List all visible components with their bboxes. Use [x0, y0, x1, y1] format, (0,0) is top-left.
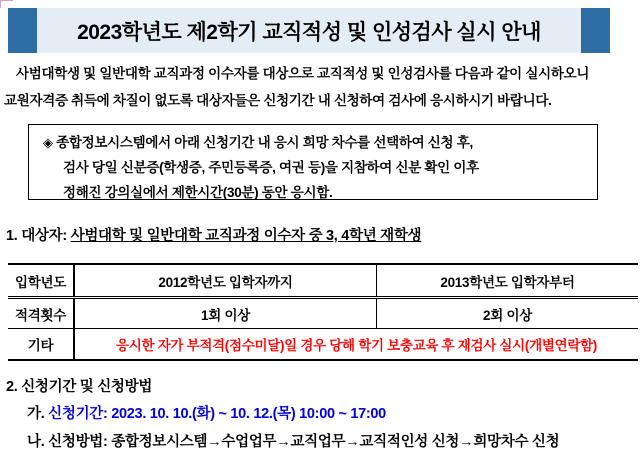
- page-title: 2023학년도 제2학기 교직적성 및 인성검사 실시 안내: [77, 20, 541, 44]
- screenshot-corner-artifact: [0, 0, 13, 8]
- item-a-prefix: 가.: [27, 406, 49, 422]
- title-accent-right-square: [581, 8, 610, 53]
- cell-once-or-more: 1회 이상: [74, 298, 377, 329]
- row-header-admission-year: 입학년도: [8, 264, 74, 298]
- cell-until-2012: 2012학년도 입학자까지: [74, 264, 377, 298]
- row-header-pass-count: 적격횟수: [8, 298, 74, 329]
- notice-line-2: [43, 155, 587, 180]
- cell-etc-note: 응시한 자가 부적격(점수미달)일 경우 당해 학기 보충교육 후 재검사 실시(개별연락함): [74, 329, 638, 361]
- table-row-etc: [8, 329, 638, 361]
- notice-line-2-text: 검사 당일 신분증(학생증, 주민등록증, 여권 등)을 지참하여 신분 확인 이후: [63, 160, 479, 175]
- notice-line-1: [43, 130, 587, 155]
- section-1-underlined-text: 사범대학 및 일반대학 교직과정 이수자 중 3, 4학년 재학생: [70, 228, 422, 244]
- row-header-etc: 기타: [8, 329, 74, 361]
- notice-line-3: [43, 180, 587, 205]
- cell-from-2013: 2013학년도 입학자부터: [377, 264, 639, 298]
- eligibility-table: [8, 263, 638, 361]
- title-accent-left-square: [8, 8, 37, 53]
- cell-twice-or-more: 2회 이상: [377, 298, 639, 329]
- application-method-value: 종합정보시스템→수업업무→교직업무→교직적인성 신청→희망차수 신청: [107, 434, 560, 450]
- section-2-heading: 2. 신청기간 및 신청방법: [6, 379, 153, 395]
- section-1-prefix: 1. 대상자:: [6, 228, 71, 244]
- diamond-bullet-icon: ◈: [43, 135, 53, 150]
- item-b-prefix: 나.: [27, 434, 49, 450]
- title-bar: [8, 8, 610, 53]
- application-period-line: [27, 402, 386, 423]
- section-1-heading: [6, 224, 421, 245]
- application-period-value: 2023. 10. 10.(화) ~ 10. 12.(목) 10:00 ~ 17:00: [107, 406, 386, 422]
- application-method-label: 신청방법:: [48, 434, 108, 450]
- application-period-label: 신청기간:: [48, 406, 108, 422]
- intro-line-1: 사범대학생 및 일반대학 교직과정 이수자를 대상으로 교직적성 및 인성검사를 다음과 같이 실시하오니: [16, 66, 590, 81]
- notice-box: [28, 124, 598, 200]
- table-row-pass-count: [8, 298, 638, 329]
- intro-paragraph: [4, 60, 636, 114]
- notice-line-1-text: 종합정보시스템에서 아래 신청기간 내 응시 희망 차수를 선택하여 신청 후,: [56, 135, 473, 150]
- table-row-admission-year: [8, 264, 638, 298]
- application-method-line: [27, 430, 559, 451]
- notice-line-3-text: 정해진 강의실에서 제한시간(30분) 동안 응시함.: [63, 185, 333, 200]
- intro-line-2: 교원자격증 취득에 차질이 없도록 대상자들은 신청기간 내 신청하여 검사에 응시하시기 바랍니다.: [4, 93, 552, 108]
